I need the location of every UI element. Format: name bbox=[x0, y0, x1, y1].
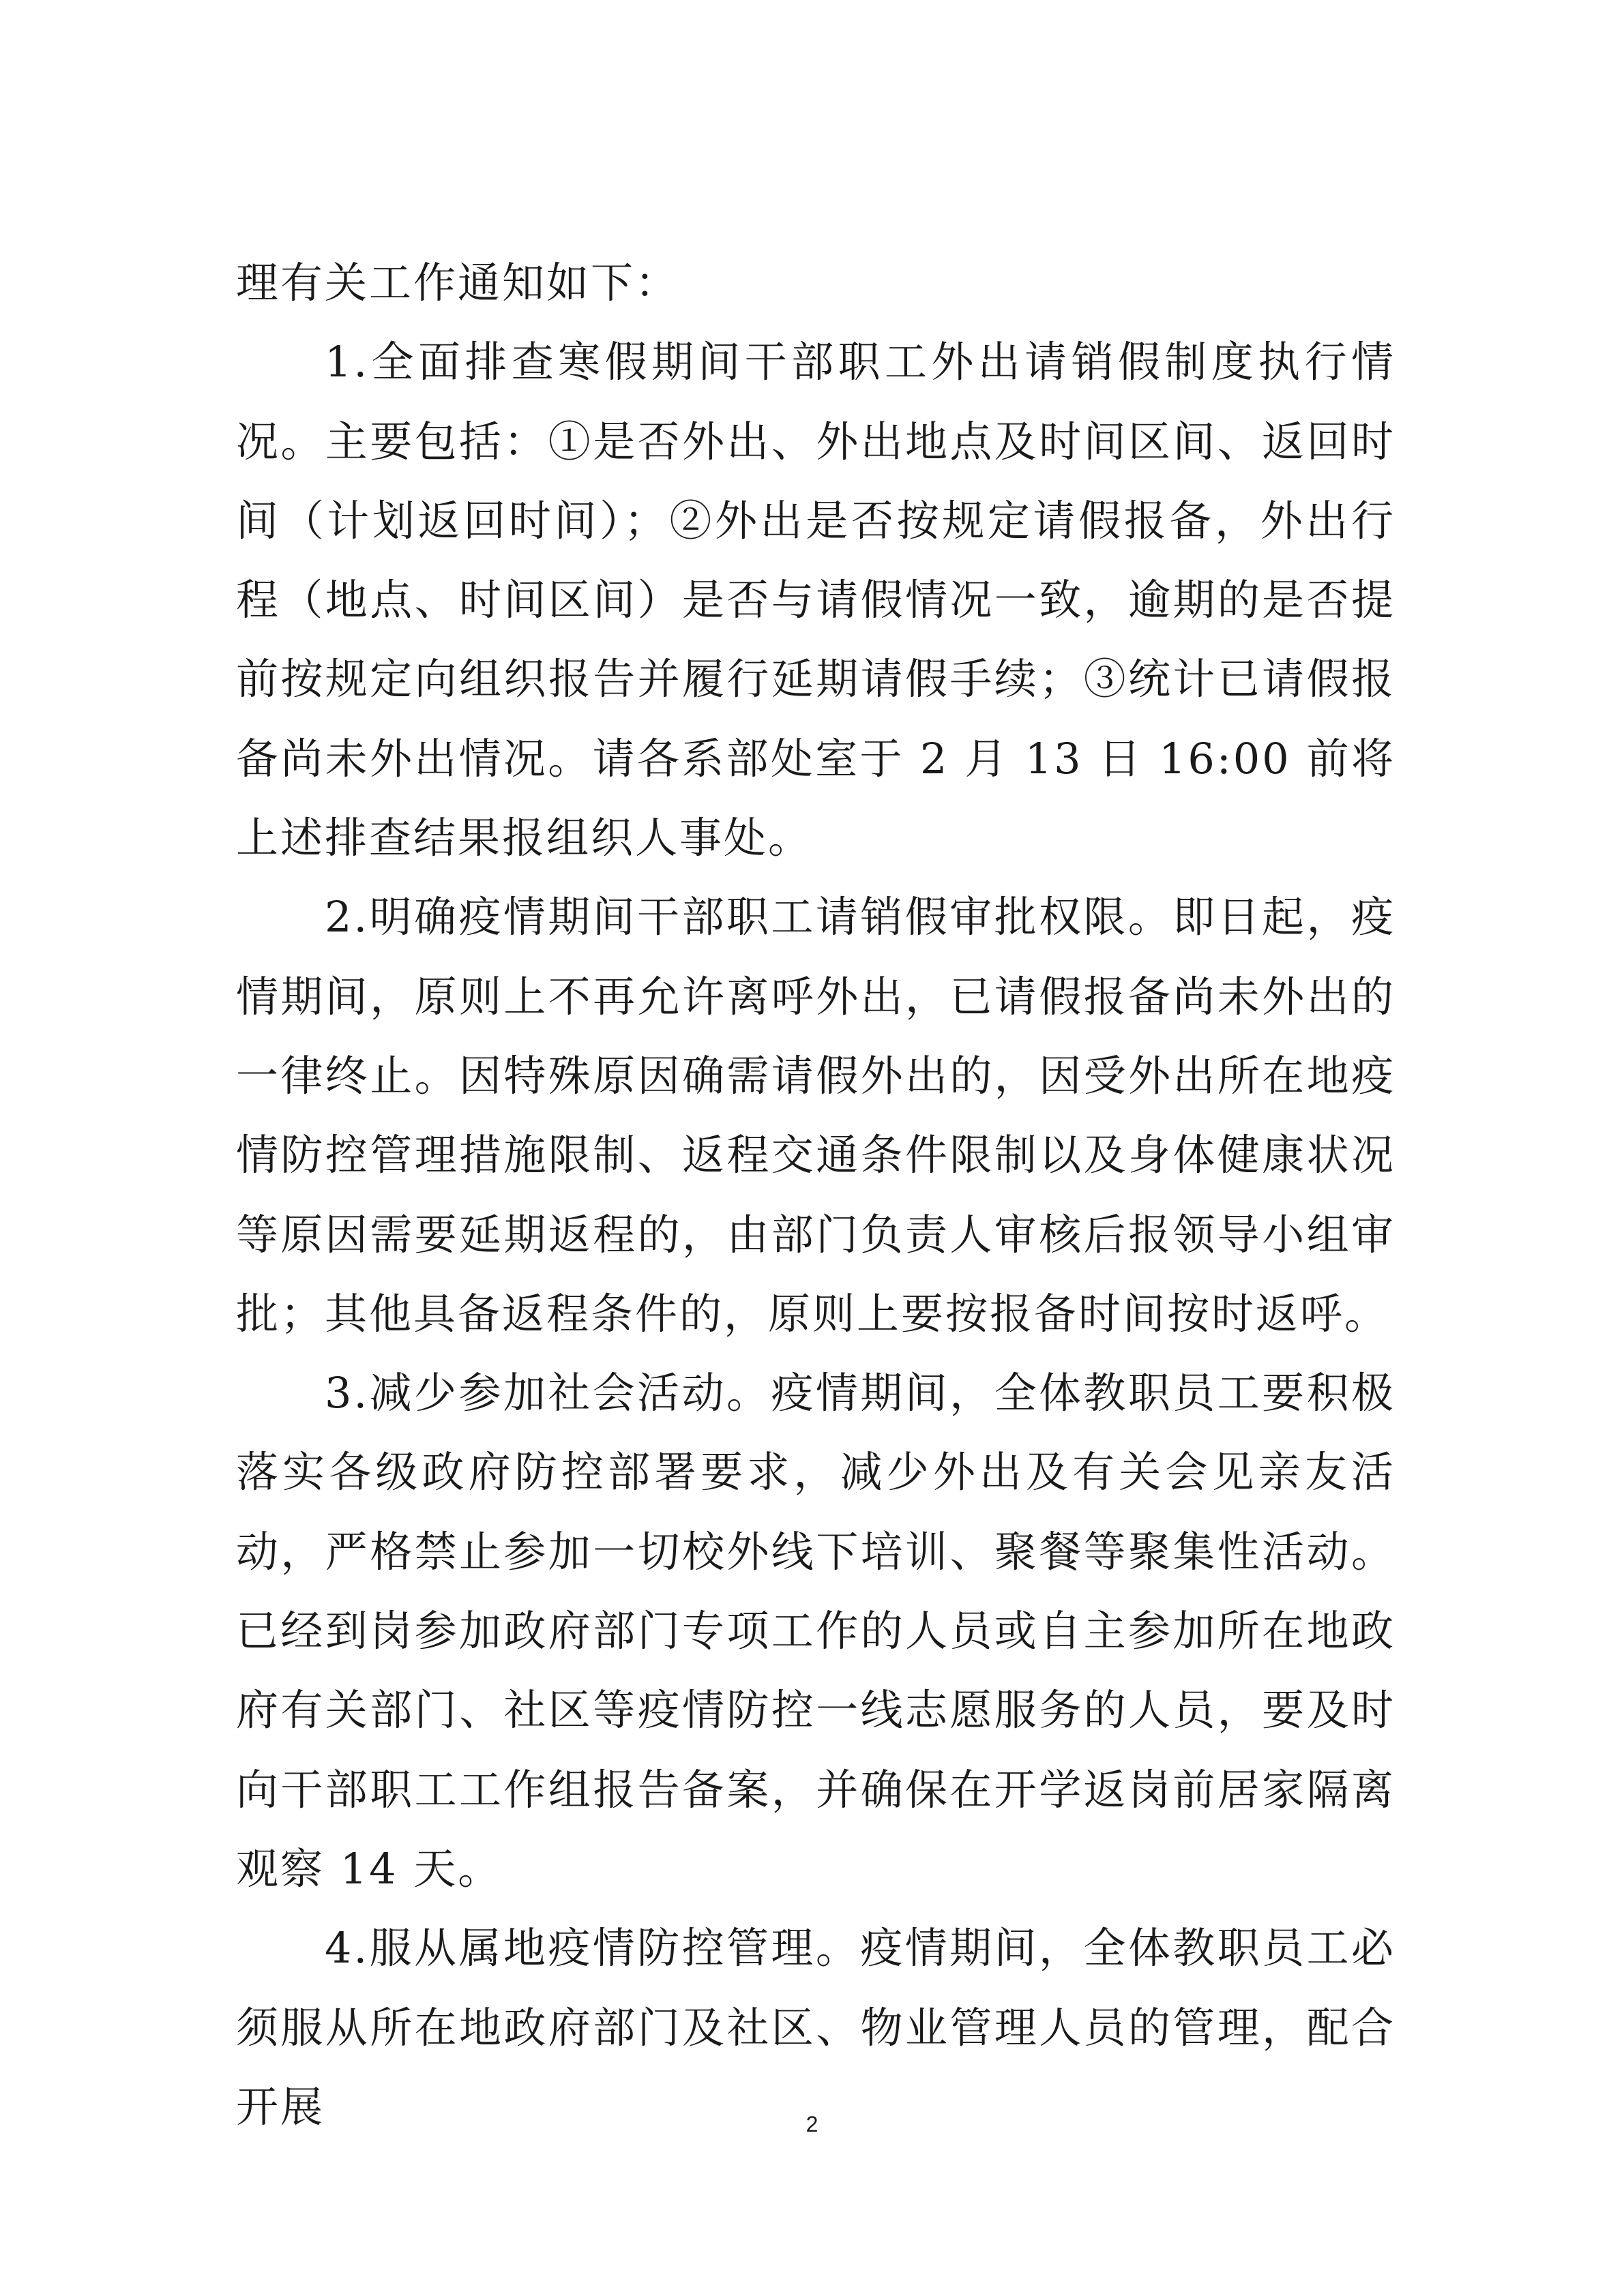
paragraph-item-1: 1.全面排查寒假期间干部职工外出请销假制度执行情况。主要包括：①是否外出、外出地点及时间区间、返回时间（计划返回时间）；②外出是否按规定请假报备，外出行程（地点、时间区间）是否与请假情况一致，逾期的是否提前按规定向组织报告并履行延期请假手续；③统计已请假报备尚未外出情况。请各系部处室于 2 月 13 日 16:00 前将上述排查结果报组织人事处。 bbox=[236, 337, 1396, 863]
paragraph-item-4: 4.服从属地疫情防控管理。疫情期间，全体教职员工必须服从所在地政府部门及社区、物业管理人员的管理，配合开展 bbox=[236, 1923, 1396, 2132]
paragraph-item-2: 2.明确疫情期间干部职工请销假审批权限。即日起，疫情期间，原则上不再允许离呼外出，已请假报备尚未外出的一律终止。因特殊原因确需请假外出的，因受外出所在地疫情防控管理措施限制、返程交通条件限制以及身体健康状况等原因需要延期返程的，由部门负责人审核后报领导小组审批；其他具备返程条件的，原则上要按报备时间按时返呼。 bbox=[236, 892, 1396, 1339]
document-body bbox=[236, 243, 1396, 2147]
paragraph-intro-continuation: 理有关工作通知如下： bbox=[236, 258, 680, 308]
paragraph-item-3: 3.减少参加社会活动。疫情期间，全体教职员工要积极落实各级政府防控部署要求，减少外出及有关会见亲友活动，严格禁止参加一切校外线下培训、聚餐等聚集性活动。已经到岗参加政府部门专项工作的人员或自主参加所在地政府有关部门、社区等疫情防控一线志愿服务的人员，要及时向干部职工工作组报告备案，并确保在开学返岗前居家隔离观察 14 天。 bbox=[236, 1368, 1396, 1894]
page-number: 2 bbox=[806, 2112, 818, 2136]
